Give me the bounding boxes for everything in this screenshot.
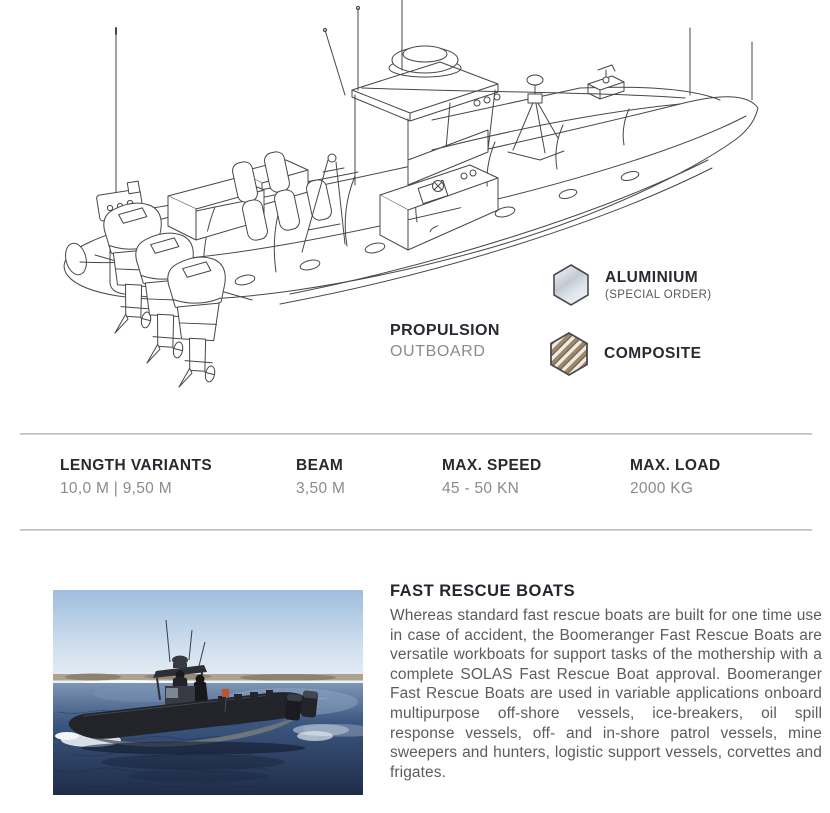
spec-max-load bbox=[630, 457, 721, 498]
spec-beam bbox=[296, 457, 345, 498]
spec-label: LENGTH VARIANTS bbox=[60, 457, 213, 474]
spec-max-speed bbox=[442, 457, 542, 498]
spec-value: 3,50 M bbox=[296, 480, 346, 497]
material-aluminium bbox=[551, 263, 712, 307]
description-title: FAST RESCUE BOATS bbox=[390, 582, 576, 600]
material-composite bbox=[548, 331, 702, 377]
material-composite-name: COMPOSITE bbox=[604, 345, 702, 362]
propulsion-value: OUTBOARD bbox=[390, 343, 486, 360]
spec-length-variants bbox=[60, 457, 212, 498]
boat-photo-image bbox=[53, 590, 363, 795]
spec-value: 45 - 50 KN bbox=[442, 480, 520, 497]
spec-value: 10,0 M | 9,50 M bbox=[60, 480, 172, 497]
description-body: Whereas standard fast rescue boats are built for one time use in case of accident, the Boomeranger Fast Rescue Boats are versatile workboats for support tasks of the mothership with a complete SOLAS Fast Rescue Boat approval. Boomeranger Fast Rescue Boats are used in variable applications onboard multipurpose off-shore vessels, ice-breakers, oil spill response vessels, off- and in-shore patrol vessels, mine sweepers and hunters, logistic support vessels, corvettes and frigates. bbox=[390, 607, 822, 781]
description-block bbox=[390, 582, 822, 782]
divider-top bbox=[20, 433, 812, 435]
composite-hexagon-icon bbox=[548, 331, 590, 377]
spec-label: BEAM bbox=[296, 457, 344, 474]
material-aluminium-name: ALUMINIUM bbox=[605, 269, 699, 286]
spec-value: 2000 KG bbox=[630, 480, 694, 497]
aluminium-hexagon-icon bbox=[551, 263, 591, 307]
material-aluminium-note: (SPECIAL ORDER) bbox=[605, 289, 712, 301]
material-aluminium-text bbox=[605, 269, 712, 301]
boat-photo bbox=[53, 590, 363, 795]
divider-bottom bbox=[20, 529, 812, 531]
propulsion-block bbox=[390, 322, 500, 361]
propulsion-label: PROPULSION bbox=[390, 322, 500, 339]
spec-label: MAX. LOAD bbox=[630, 457, 721, 474]
spec-label: MAX. SPEED bbox=[442, 457, 542, 474]
